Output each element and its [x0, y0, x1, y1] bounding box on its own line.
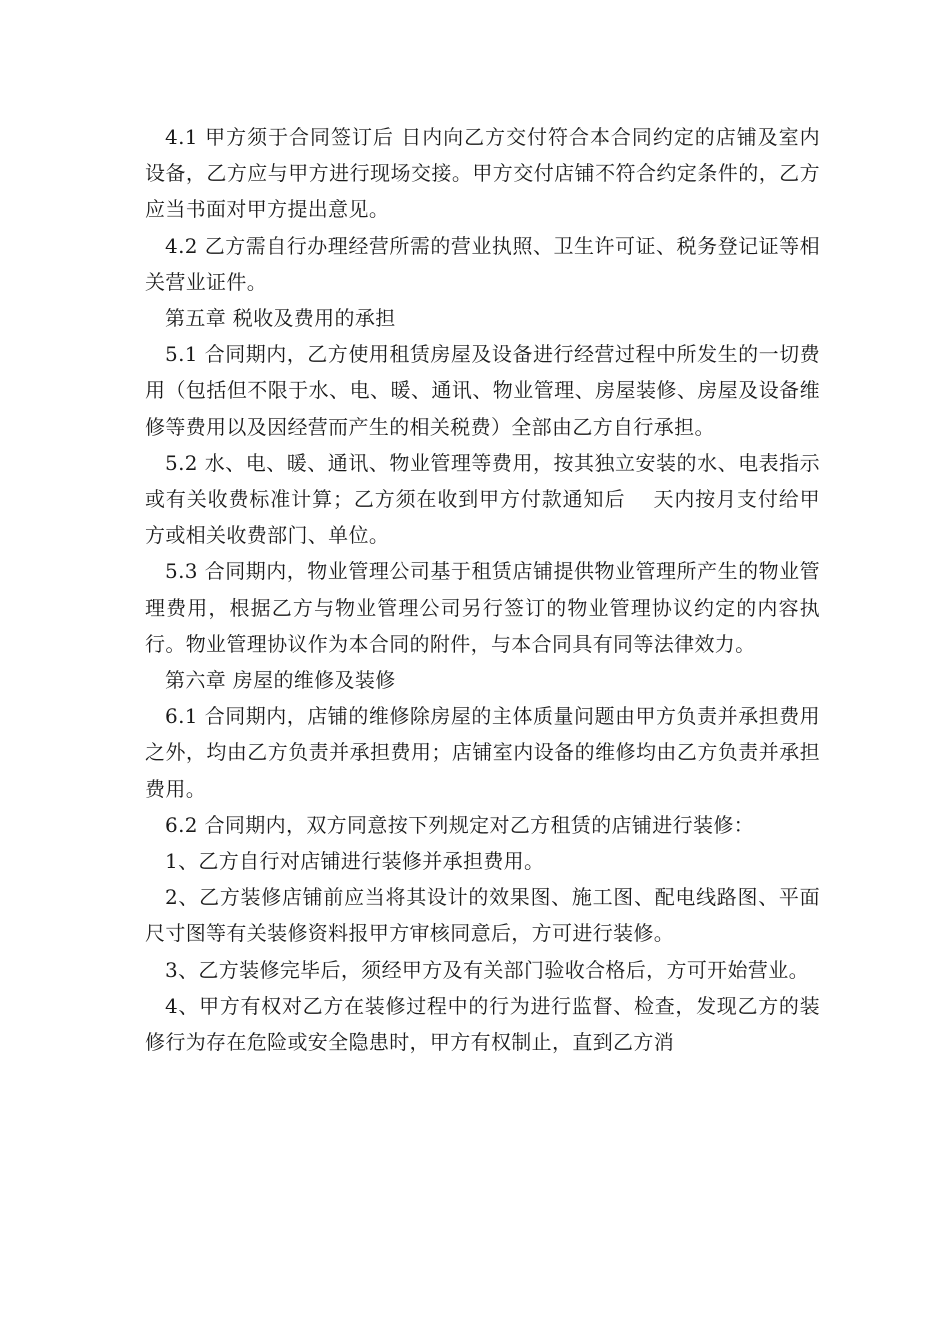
- clause-4-2: 4.2 乙方需自行办理经营所需的营业执照、卫生许可证、税务登记证等相关营业证件。: [145, 233, 820, 294]
- clause-4-1: 4.1 甲方须于合同签订后 日内向乙方交付符合本合同约定的店铺及室内设备，乙方应与甲方进行现场交接。甲方交付店铺不符合约定条件的，乙方应当书面对甲方提出意见。: [145, 125, 820, 222]
- clause-6-2-item-3: 3、乙方装修完毕后，须经甲方及有关部门验收合格后，方可开始营业。: [165, 957, 809, 982]
- clause-6-2: 6.2 合同期内，双方同意按下列规定对乙方租赁的店铺进行装修：: [165, 812, 755, 837]
- clause-6-2-item-4: 4、甲方有权对乙方在装修过程中的行为进行监督、检查，发现乙方的装修行为存在危险或安全隐患时，甲方有权制止，直到乙方消: [145, 993, 820, 1055]
- clause-6-2-item-2: 2、乙方装修店铺前应当将其设计的效果图、施工图、配电线路图、平面尺寸图等有关装修资料报甲方审核同意后，方可进行装修。: [145, 885, 820, 946]
- clause-5-3: 5.3 合同期内，物业管理公司基于租赁店铺提供物业管理所产生的物业管理费用，根据乙方与物业管理公司另行签订的物业管理协议约定的内容执行。物业管理协议作为本合同的附件，与本合同具有同等法律效力。: [145, 559, 820, 656]
- clause-6-1: 6.1 合同期内，店铺的维修除房屋的主体质量问题由甲方负责并承担费用之外，均由乙方负责并承担费用；店铺室内设备的维修均由乙方负责并承担费用。: [145, 704, 820, 801]
- clause-5-2: 5.2 水、电、暖、通讯、物业管理等费用，按其独立安装的水、电表指示或有关收费标准计算；乙方须在收到甲方付款通知后 天内按月支付给甲方或相关收费部门、单位。: [145, 450, 820, 548]
- document-body: [145, 119, 820, 1060]
- chapter-6-heading: 第六章 房屋的维修及装修: [165, 668, 396, 693]
- clause-6-2-item-1: 1、乙方自行对店铺进行装修并承担费用。: [165, 849, 545, 874]
- clause-5-1: 5.1 合同期内，乙方使用租赁房屋及设备进行经营过程中所发生的一切费用（包括但不限于水、电、暖、通讯、物业管理、房屋装修、房屋及设备维修等费用以及因经营而产生的相关税费）全部由乙方自行承担。: [145, 342, 820, 439]
- chapter-5-heading: 第五章 税收及费用的承担: [165, 306, 396, 331]
